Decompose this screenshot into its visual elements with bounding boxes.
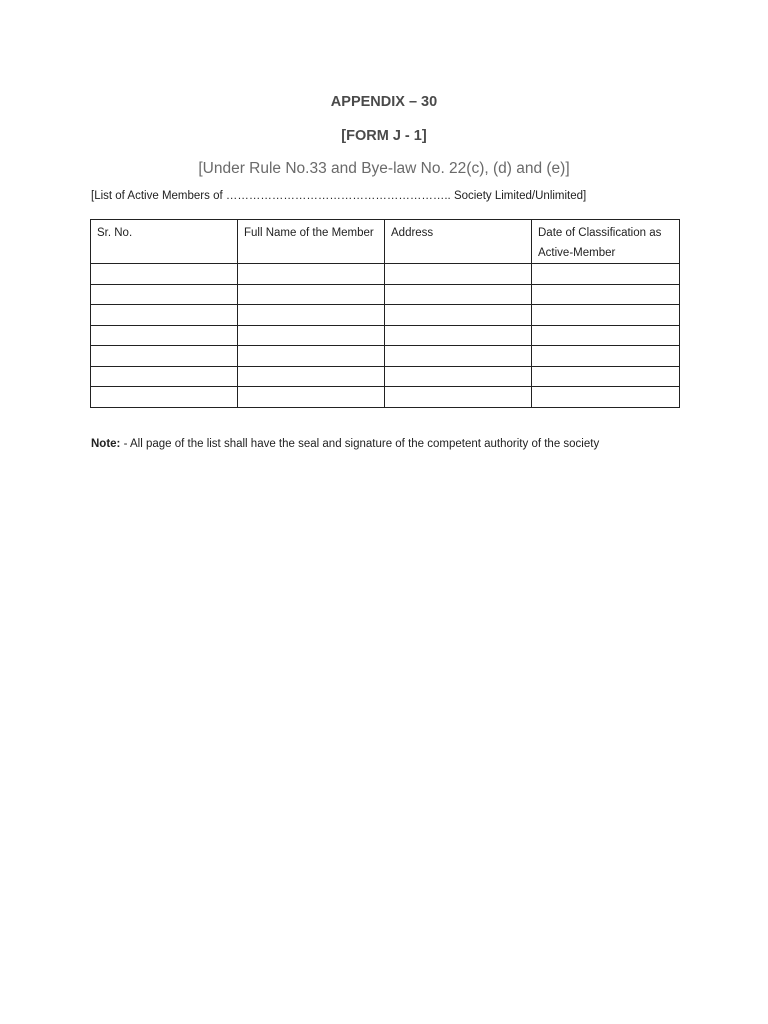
note — [91, 438, 599, 450]
note-text: - All page of the list shall have the seal and signature of the competent authority of the society — [120, 438, 600, 450]
table-cell — [385, 264, 532, 285]
table-cell — [532, 346, 680, 367]
column-header-classification-date: Date of Classification as Active-Member — [532, 220, 680, 264]
table-cell — [385, 325, 532, 346]
rule-subtitle: [Under Rule No.33 and Bye-law No. 22(c), (d) and (e)] — [198, 160, 570, 177]
table-cell — [532, 305, 680, 326]
table-cell — [532, 366, 680, 387]
table-cell — [385, 305, 532, 326]
table-cell — [385, 346, 532, 367]
table-body — [91, 264, 680, 408]
table-cell — [385, 366, 532, 387]
table-row — [91, 284, 680, 305]
table-cell — [532, 325, 680, 346]
note-label: Note: — [91, 438, 121, 450]
table-cell — [385, 387, 532, 408]
table-cell — [91, 264, 238, 285]
table-cell — [238, 387, 385, 408]
list-heading: [List of Active Members of ………………………………………………….. Society Limited/Unlimited] — [91, 190, 587, 202]
table-cell — [532, 264, 680, 285]
table-row — [91, 305, 680, 326]
table-cell — [91, 346, 238, 367]
table-cell — [238, 325, 385, 346]
table-cell — [532, 284, 680, 305]
table-cell — [91, 284, 238, 305]
active-members-table — [90, 219, 680, 408]
table-cell — [91, 325, 238, 346]
column-header-address: Address — [385, 220, 532, 264]
table-row — [91, 325, 680, 346]
table-cell — [238, 284, 385, 305]
table-cell — [238, 346, 385, 367]
table-cell — [91, 305, 238, 326]
form-title: [FORM J - 1] — [341, 128, 427, 144]
table-row — [91, 366, 680, 387]
table-cell — [532, 387, 680, 408]
table-cell — [91, 366, 238, 387]
table-cell — [91, 387, 238, 408]
table-cell — [238, 264, 385, 285]
column-header-sr-no: Sr. No. — [91, 220, 238, 264]
table-cell — [238, 305, 385, 326]
table-row — [91, 346, 680, 367]
table-row — [91, 387, 680, 408]
table-cell — [238, 366, 385, 387]
appendix-title: APPENDIX – 30 — [330, 94, 438, 110]
table-cell — [385, 284, 532, 305]
table-header-row — [91, 220, 680, 264]
column-header-full-name: Full Name of the Member — [238, 220, 385, 264]
table-row — [91, 264, 680, 285]
